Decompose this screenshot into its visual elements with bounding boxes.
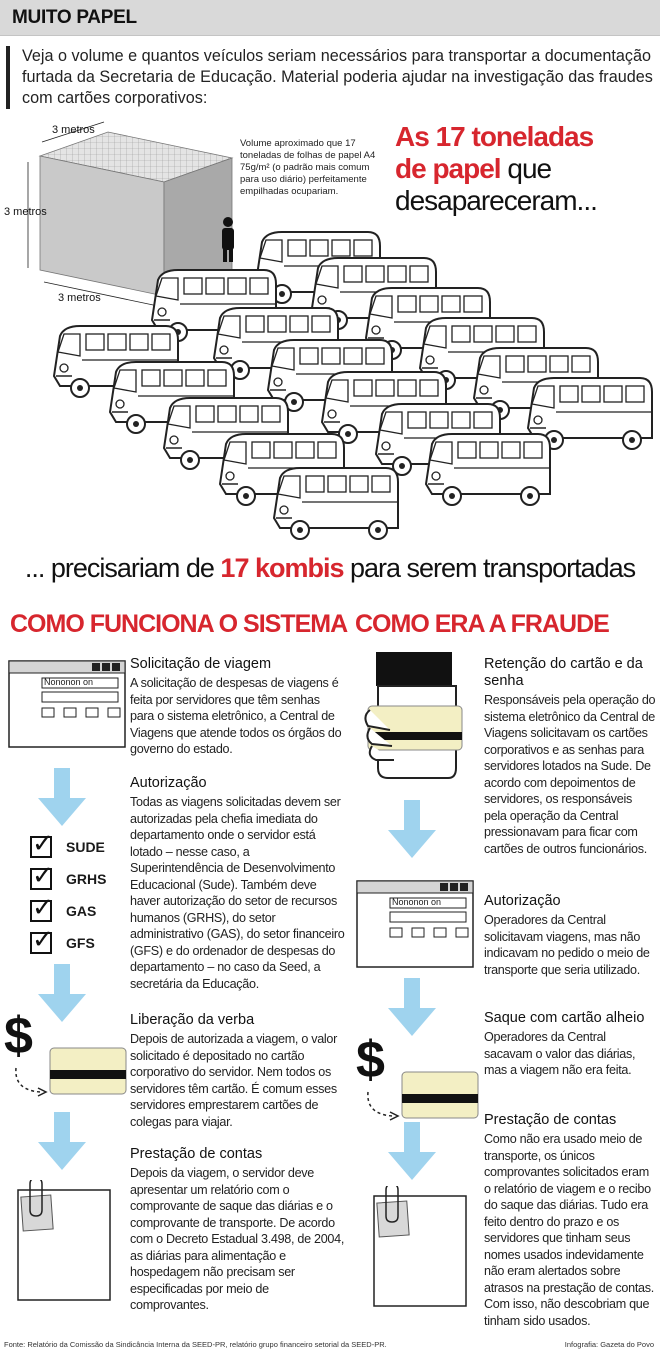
- fraud-step-4-title: Prestação de contas: [484, 1112, 617, 1128]
- credit-card-icon: [360, 1044, 480, 1124]
- dim-top-label: 3 metros: [52, 124, 95, 136]
- subheadline-after: para serem transportadas: [343, 553, 636, 583]
- headline-line-3: desapareceram...: [395, 185, 597, 216]
- footer-credit: Infografia: Gazeta do Povo: [564, 1340, 654, 1349]
- clipboard-icon: [370, 1186, 470, 1311]
- subheadline-before: ... precisariam de: [24, 553, 221, 583]
- fraud-step-3-text: Operadores da Central sacavam o valor das diárias, mas a viagem não era feita.: [484, 1030, 636, 1077]
- fraud-step-3-title: Saque com cartão alheio: [484, 1010, 645, 1026]
- header-bar: [0, 0, 660, 36]
- fraud-window-icon: [356, 880, 476, 970]
- fraud-step-1-text: Responsáveis pela operação do sistema eletrônico da Central de Viagens solicitavam os cartões corporativos e as senhas para servidores lotados na Sude. De acordo com depoimentos de servidores, os responsáveis pela operação da Central pressionavam para ficar com cartões de outros funcionários.: [484, 693, 656, 856]
- hand-card-icon: [362, 650, 472, 790]
- headline-line-2-black: que: [500, 153, 552, 184]
- arrow-down-icon: [34, 1112, 90, 1172]
- footer-source: Fonte: Relatório da Comissão da Sindicância Interna da SEED-PR, relatório grupo financeiro setorial da SEED-PR.: [4, 1340, 387, 1349]
- fraud-step-4-text: Como não era usado meio de transporte, os únicos comprovantes solicitados eram o relatório de viagem e o recibo do saque das diárias. Tudo era feito dentro do prazo e os servidores que tinham seus nomes usados indevidamente não eram alertados sobre atrasos na prestação de contas. Com isso, não descobriam que tinham sido usados.: [484, 1132, 654, 1328]
- kombi-van-17: [426, 434, 550, 505]
- page-title: MUITO PAPEL: [12, 7, 137, 28]
- checklist-label: GAS: [66, 903, 97, 919]
- system-step-4-text: Depois da viagem, o servidor deve apresentar um relatório com o comprovante de saque das diárias e o comprovante de transporte. De acordo com o Decreto Estadual 3.498, de 2004, as diárias para alimentação e hospedagem não precisam ser especificadas por meio de comprovantes.: [130, 1166, 345, 1312]
- arrow-down-icon: [384, 800, 440, 860]
- system-window-label: Nononon on: [44, 677, 94, 687]
- dollar-icon: $: [4, 1007, 33, 1065]
- headline-line-2-red: de papel: [395, 153, 501, 184]
- intro-block: [6, 46, 656, 109]
- fraud-window-label: Nononon on: [392, 897, 442, 907]
- checklist-item: [30, 860, 130, 894]
- checkmark-icon: ✓: [32, 828, 54, 858]
- checklist-label: SUDE: [66, 839, 105, 855]
- dollar-icon: $: [356, 1031, 385, 1089]
- dim-bottom-label: 3 metros: [58, 292, 101, 304]
- system-window-icon: [8, 660, 128, 750]
- headline: [395, 121, 655, 217]
- checkmark-icon: ✓: [32, 892, 54, 922]
- intro-text: Veja o volume e quantos veículos seriam necessários para transportar a documentação furtada da Secretaria de Educação. Material poderia ajudar na investigação das fraudes com cartões corporativos:: [22, 47, 653, 107]
- system-step-2-title: Autorização: [130, 775, 207, 791]
- arrow-down-icon: [384, 978, 440, 1038]
- system-step-1-title: Solicitação de viagem: [130, 656, 272, 672]
- fraud-section-title: COMO ERA A FRAUDE: [355, 610, 609, 638]
- system-step-3-title: Liberação da verba: [130, 1012, 255, 1028]
- kombi-vans-illustration: [40, 220, 660, 550]
- volume-note: Volume aproximado que 17 toneladas de folhas de papel A4 75g/m² (o padrão mais comum para uso diário) perfeitamente empilhadas ocupariam.: [240, 138, 376, 197]
- system-step-2-text: Todas as viagens solicitadas devem ser autorizadas pela chefia imediata do departamento onde o servidor está lotado – nesse caso, a Superintendência de Desenvolvimento Educacional (Sude). Também deve haver autorização do setor de recursos humanos (GRHS), do setor administrativo (GAS), do setor financeiro (GFS) e do ordenador de despesas do departamento – no caso da Seed, a secretária da Educação.: [130, 795, 345, 991]
- fraud-step-1-title: Retenção do cartão e da senha: [484, 656, 643, 689]
- system-step-3-text: Depois de autorizada a viagem, o valor solicitado é depositado no cartão corporativo do servidor. Nem todos os servidores têm cartão. É comum esses servidores emprestarem cartões de colegas para viajar.: [130, 1032, 338, 1129]
- system-section-title: COMO FUNCIONA O SISTEMA: [10, 610, 348, 638]
- checklist-item: [30, 924, 130, 958]
- arrow-down-icon: [384, 1122, 440, 1182]
- checkmark-icon: ✓: [32, 860, 54, 890]
- checklist-item: [30, 828, 130, 862]
- subheadline-highlight: 17 kombis: [220, 553, 344, 583]
- arrow-down-icon: [34, 768, 90, 828]
- subheadline: [0, 553, 660, 584]
- dim-left-label: 3 metros: [4, 206, 47, 218]
- checklist-label: GRHS: [66, 871, 107, 887]
- system-step-4-title: Prestação de contas: [130, 1146, 263, 1162]
- credit-card-icon: [8, 1020, 128, 1100]
- kombi-van-16: [274, 468, 398, 539]
- arrow-down-icon: [34, 964, 90, 1024]
- system-step-1-text: A solicitação de despesas de viagens é feita por servidores que têm senhas para o sistema eletrônico, a Central de Viagens que atende todos os órgãos do governo do estado.: [130, 676, 342, 756]
- checklist-label: GFS: [66, 935, 95, 951]
- clipboard-icon: [14, 1180, 114, 1305]
- fraud-step-2-text: Operadores da Central solicitavam viagens, mas não indicavam no pedido o meio de transporte que seria utilizado.: [484, 913, 650, 977]
- headline-line-1: As 17 toneladas: [395, 121, 594, 152]
- checklist-item: [30, 892, 130, 926]
- checkmark-icon: ✓: [32, 924, 54, 954]
- fraud-step-2-title: Autorização: [484, 893, 561, 909]
